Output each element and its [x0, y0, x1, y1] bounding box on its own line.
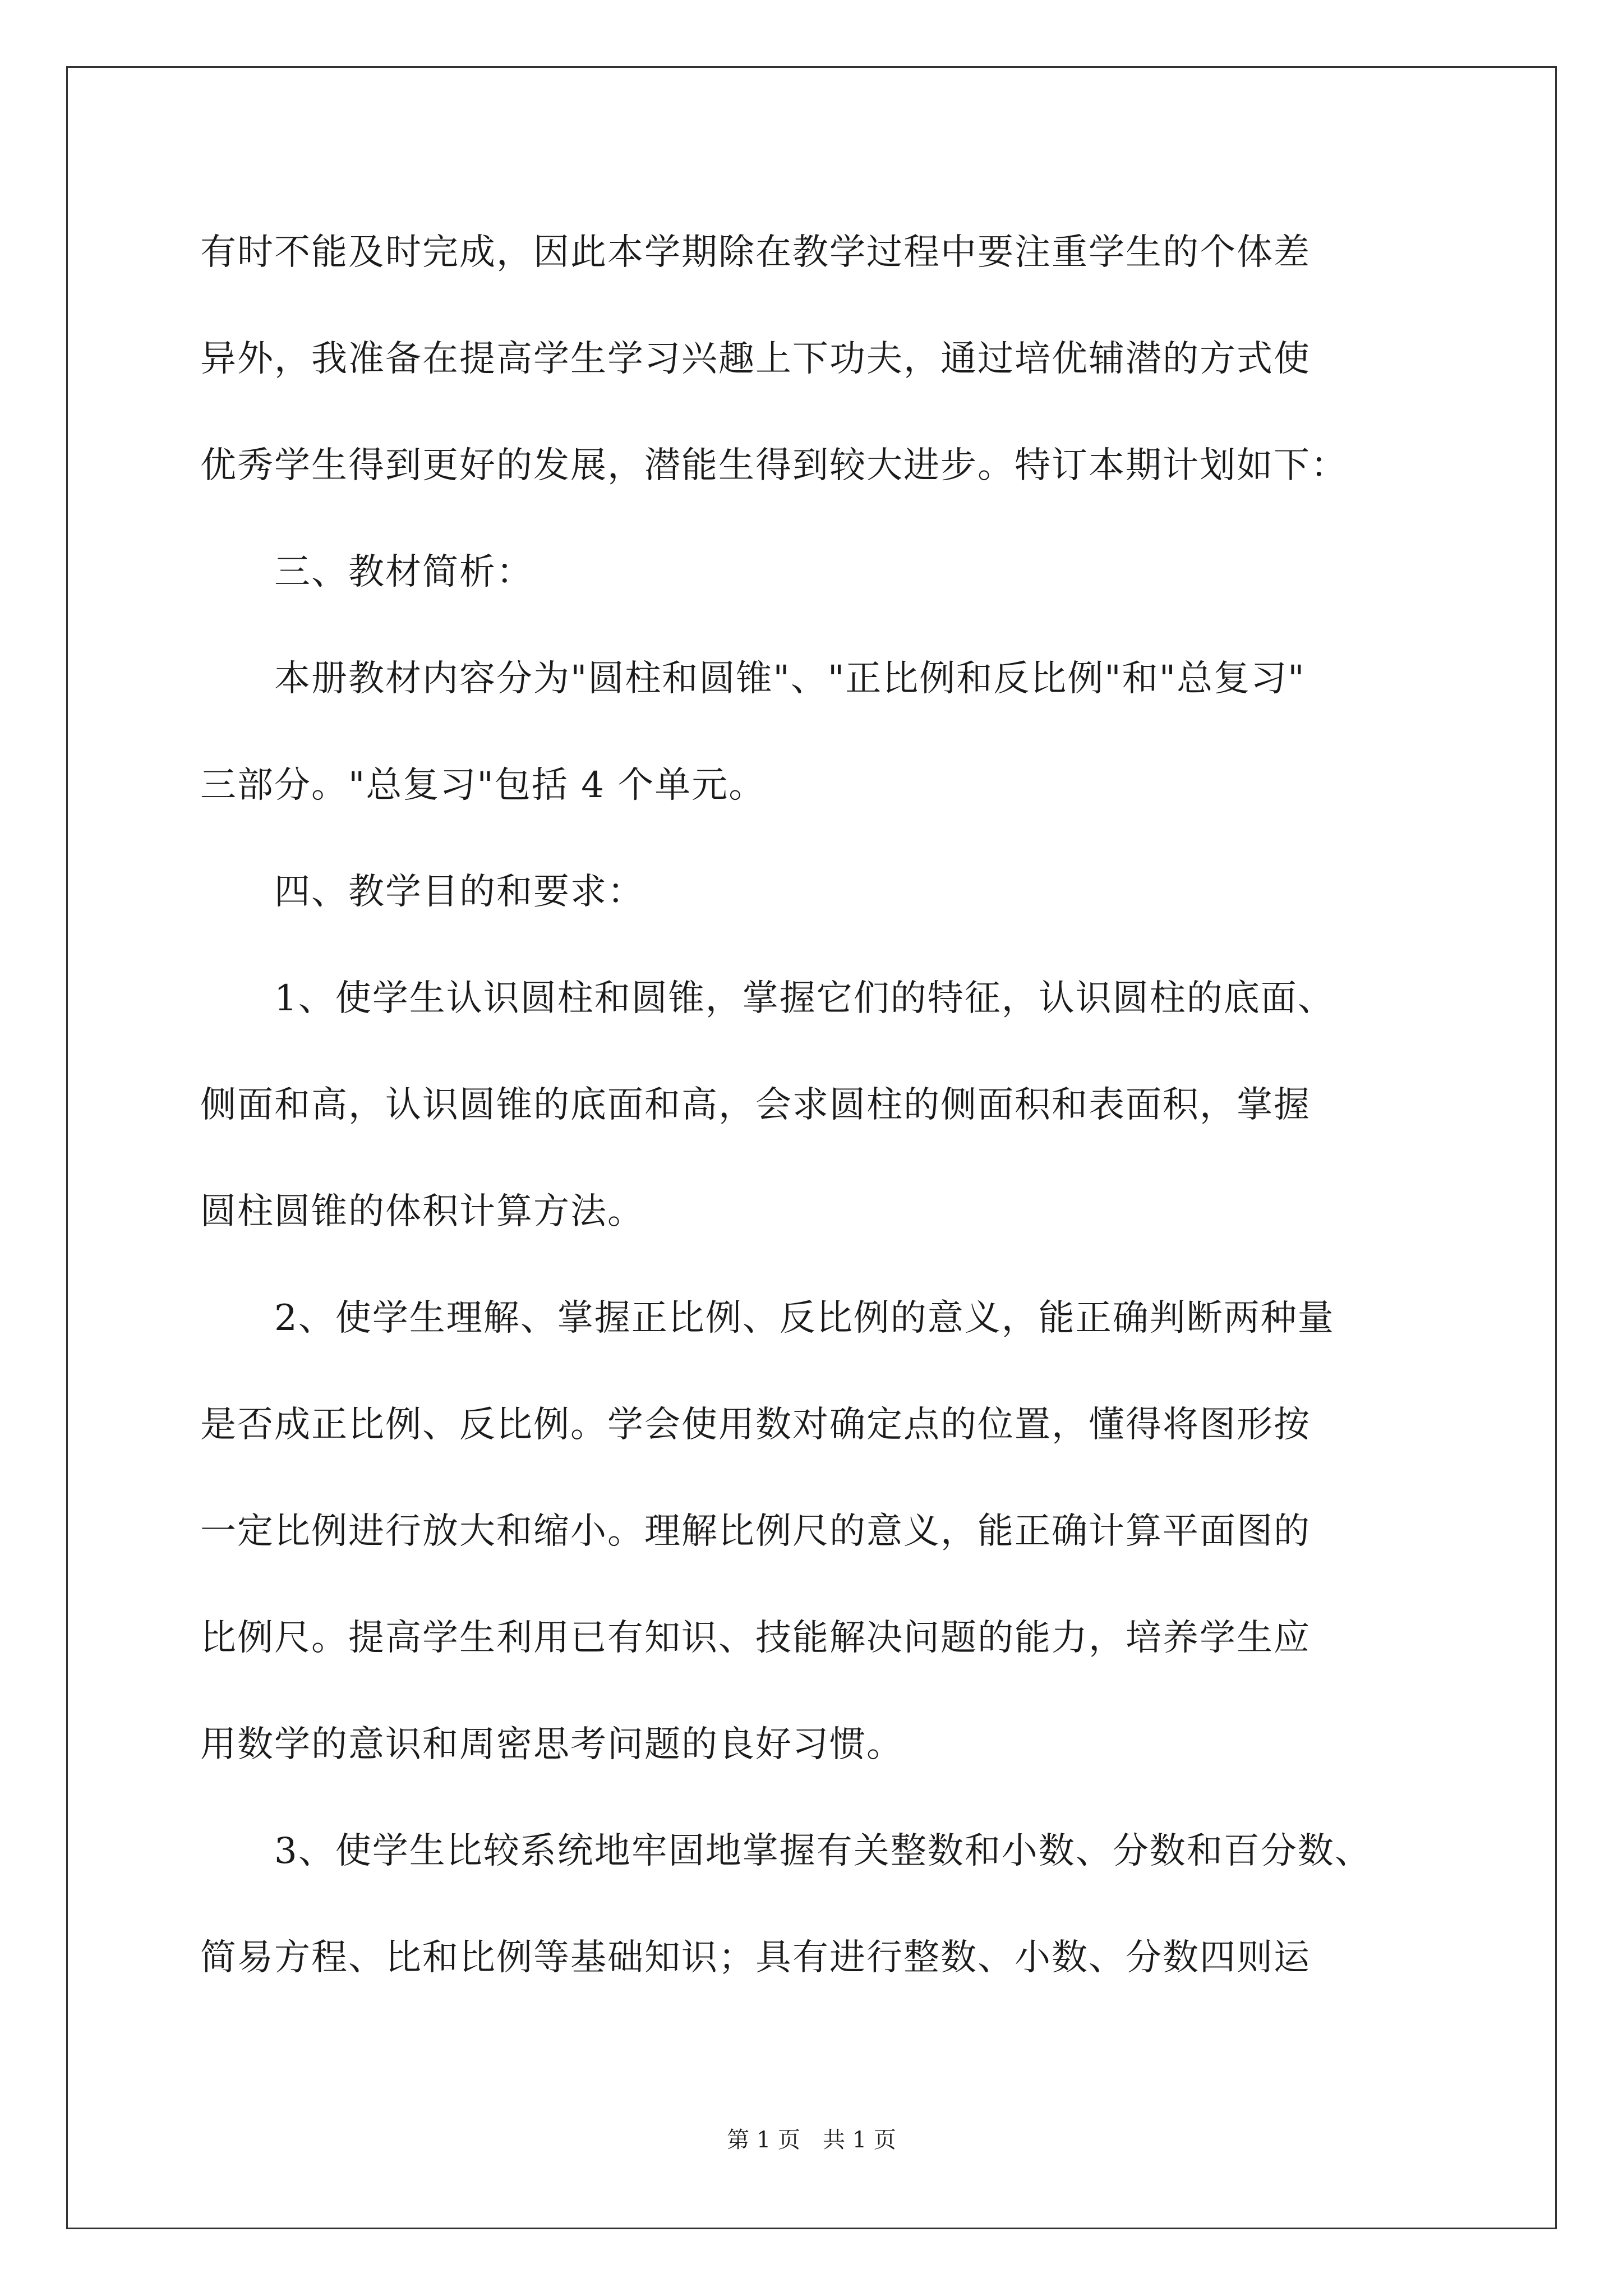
text-line: 简易方程、比和比例等基础知识；具有进行整数、小数、分数四则运: [200, 1937, 1311, 1978]
text-line: 一定比例进行放大和缩小。理解比例尺的意义，能正确计算平面图的: [200, 1511, 1311, 1552]
section-heading: 三、教材简析：: [200, 551, 533, 593]
text-line: 侧面和高，认识圆锥的底面和高，会求圆柱的侧面积和表面积，掌握: [200, 1084, 1311, 1126]
text-line: 本册教材内容分为"圆柱和圆锥"、"正比例和反比例"和"总复习": [200, 658, 1306, 700]
text-line: 比例尺。提高学生利用已有知识、技能解决问题的能力，培养学生应: [200, 1617, 1311, 1659]
text-line: 2、使学生理解、掌握正比例、反比例的意义，能正确判断两种量: [200, 1297, 1335, 1339]
page-frame: [66, 66, 1557, 2229]
text-line: 异外，我准备在提高学生学习兴趣上下功夫，通过培优辅潜的方式使: [200, 338, 1311, 380]
text-line: 优秀学生得到更好的发展，潜能生得到较大进步。特订本期计划如下：: [200, 445, 1348, 486]
section-heading: 四、教学目的和要求：: [200, 871, 644, 913]
text-line: 是否成正比例、反比例。学会使用数对确定点的位置，懂得将图形按: [200, 1404, 1311, 1446]
text-line: 有时不能及时完成，因此本学期除在教学过程中要注重学生的个体差: [200, 232, 1311, 273]
text-line: 1、使学生认识圆柱和圆锥，掌握它们的特征，认识圆柱的底面、: [200, 978, 1335, 1019]
text-line: 三部分。"总复习"包括 4 个单元。: [200, 765, 766, 806]
page-number-footer: 第 1 页 共 1 页: [727, 2127, 896, 2153]
text-line: 用数学的意识和周密思考问题的良好习惯。: [200, 1724, 903, 1765]
text-line: 3、使学生比较系统地牢固地掌握有关整数和小数、分数和百分数、: [200, 1830, 1372, 1872]
text-line: 圆柱圆锥的体积计算方法。: [200, 1191, 644, 1232]
